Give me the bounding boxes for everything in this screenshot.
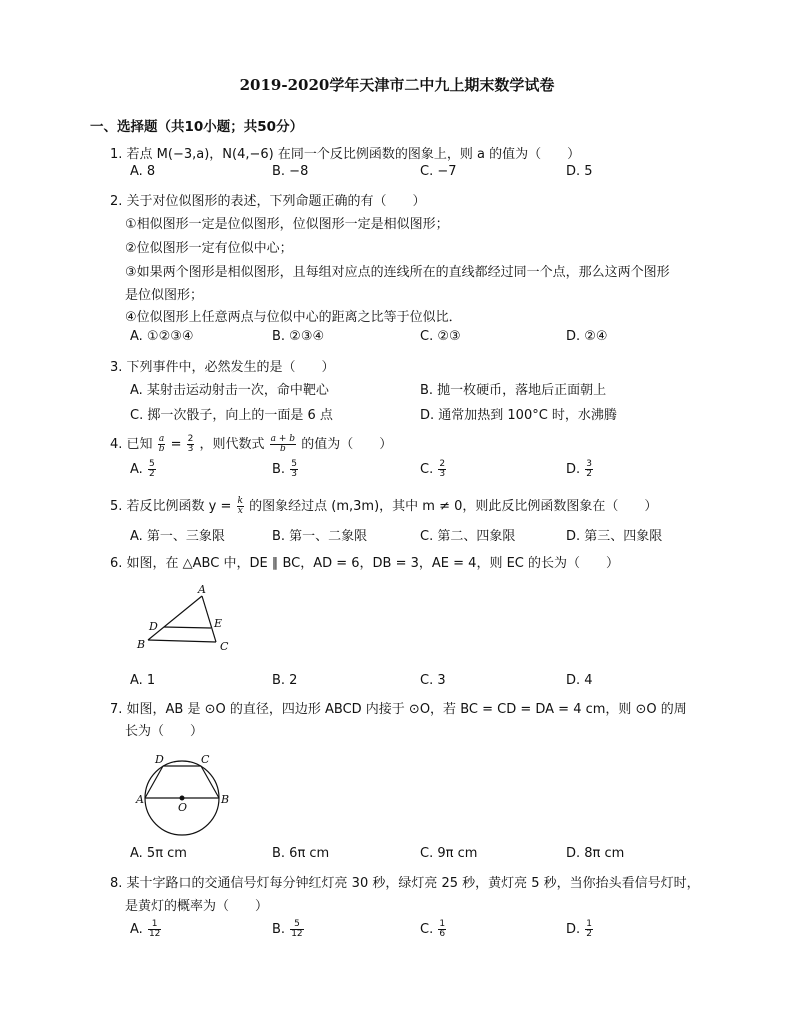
question-5-stem-b: 的图象经过点 (m,3m)，其中 m ≠ 0，则此反比例函数图象在（ ） <box>249 499 658 514</box>
question-8-stem-line2: 是黄灯的概率为（ ） <box>125 899 269 914</box>
segment-de <box>164 627 211 628</box>
label-d: D <box>149 620 158 633</box>
question-3-option-a: A. 某射击运动射击一次，命中靶心 <box>130 383 329 398</box>
question-8-option-d: D. $\frac{1}{2}$ <box>566 919 593 939</box>
question-7-option-c: C. 9π cm <box>420 846 478 861</box>
label-d: D <box>155 753 164 766</box>
question-7-option-a: A. 5π cm <box>130 846 187 861</box>
question-6-option-a: A. 1 <box>130 673 156 688</box>
triangle-side-ab <box>148 596 202 640</box>
question-1-option-b: B. −8 <box>272 164 309 179</box>
question-4-option-b: B. $\frac{5}{3}$ <box>272 459 297 479</box>
question-4-condition-value: $\frac{2}{3}$ <box>187 434 194 454</box>
question-5-option-d: D. 第三、四象限 <box>566 529 663 544</box>
question-8-option-a: A. $\frac{1}{12}$ <box>130 919 161 939</box>
question-4-option-c: C. $\frac{2}{3}$ <box>420 459 446 479</box>
question-7-option-b: B. 6π cm <box>272 846 330 861</box>
question-1-option-a: A. 8 <box>130 164 156 179</box>
question-4-expression-fraction: $\frac{a + b}{b}$ <box>270 434 296 454</box>
question-2-option-a: A. ①②③④ <box>130 329 194 344</box>
question-7-stem-line1: 7. 如图，AB 是 ⊙O 的直径，四边形 ABCD 内接于 ⊙O，若 BC = CD = DA = 4 cm，则 ⊙O 的周 <box>110 702 687 717</box>
question-1-stem: 1. 若点 M(−3,a)，N(4,−6) 在同一个反比例函数的图象上，则 a 的值为（ ） <box>110 147 581 162</box>
question-5-option-b: B. 第一、二象限 <box>272 529 368 544</box>
question-3-stem: 3. 下列事件中，必然发生的是（ ） <box>110 360 335 375</box>
question-7-circle-figure <box>134 748 234 840</box>
chord-cb <box>201 766 219 798</box>
question-2-stem: 2. 关于对位似图形的表述，下列命题正确的有（ ） <box>110 194 426 209</box>
label-o: O <box>178 801 188 814</box>
triangle-side-bc <box>148 640 216 642</box>
label-c: C <box>201 753 210 766</box>
question-4-stem-a: 4. 已知 <box>110 437 153 452</box>
question-2-item-3-cont: 是位似图形； <box>125 288 204 303</box>
question-2-item-4: ④位似图形上任意两点与位似中心的距离之比等于位似比． <box>125 310 462 325</box>
question-4-condition-eq: = <box>170 437 182 452</box>
question-5-stem <box>110 495 657 516</box>
label-a: A <box>136 793 144 806</box>
question-1-option-d: D. 5 <box>566 164 593 179</box>
question-6-option-b: B. 2 <box>272 673 298 688</box>
question-8-option-b: B. $\frac{5}{12}$ <box>272 919 303 939</box>
question-1-option-c: C. −7 <box>420 164 457 179</box>
question-4-option-a: A. $\frac{5}{2}$ <box>130 459 155 479</box>
question-4-stem <box>110 433 392 454</box>
question-2-option-d: D. ②④ <box>566 329 608 344</box>
question-4-stem-c: 的值为（ ） <box>301 437 393 452</box>
chord-ad <box>145 766 163 798</box>
label-a: A <box>198 583 206 596</box>
question-8-option-c: C. $\frac{1}{6}$ <box>420 919 446 939</box>
center-point <box>180 796 185 801</box>
page-title: 2019-2020学年天津市二中九上期末数学试卷 <box>239 76 555 94</box>
question-5-stem-a: 5. 若反比例函数 y = <box>110 499 232 514</box>
question-2-item-3: ③如果两个图形是相似图形，且每组对应点的连线所在的直线都经过同一个点，那么这两个图形 <box>125 265 670 280</box>
question-5-option-a: A. 第一、三象限 <box>130 529 225 544</box>
question-4-option-d: D. $\frac{3}{2}$ <box>566 459 593 479</box>
label-b: B <box>137 638 146 651</box>
question-6-option-c: C. 3 <box>420 673 446 688</box>
question-7-option-d: D. 8π cm <box>566 846 625 861</box>
question-3-option-c: C. 掷一次骰子，向上的一面是 6 点 <box>130 408 333 423</box>
question-5-fraction: $\frac{k}{x}$ <box>237 496 243 516</box>
label-c: C <box>220 640 229 653</box>
question-5-option-c: C. 第二、四象限 <box>420 529 516 544</box>
question-6-stem: 6. 如图，在 △ABC 中，DE ∥ BC，AD = 6，DB = 3，AE = 4，则 EC 的长为（ ） <box>110 556 619 571</box>
question-8-stem-line1: 8. 某十字路口的交通信号灯每分钟红灯亮 30 秒，绿灯亮 25 秒，黄灯亮 5 秒，当你抬头看信号灯时， <box>110 876 700 891</box>
question-2-option-b: B. ②③④ <box>272 329 325 344</box>
question-3-option-d: D. 通常加热到 100°C 时，水沸腾 <box>420 408 617 423</box>
question-2-item-2: ②位似图形一定有位似中心； <box>125 241 293 256</box>
question-6-triangle-figure <box>134 582 244 654</box>
question-2-option-c: C. ②③ <box>420 329 461 344</box>
question-6-option-d: D. 4 <box>566 673 593 688</box>
question-7-stem-line2: 长为（ ） <box>125 724 204 739</box>
question-2-item-1: ①相似图形一定是位似图形，位似图形一定是相似图形； <box>125 217 449 232</box>
label-e: E <box>214 617 223 630</box>
label-b: B <box>221 793 230 806</box>
question-4-stem-b: ，则代数式 <box>199 437 265 452</box>
question-3-option-b: B. 抛一枚硬币，落地后正面朝上 <box>420 383 607 398</box>
question-4-condition-fraction: $\frac{a}{b}$ <box>158 434 165 454</box>
section-heading: 一、选择题（共10小题；共50分） <box>90 119 304 135</box>
